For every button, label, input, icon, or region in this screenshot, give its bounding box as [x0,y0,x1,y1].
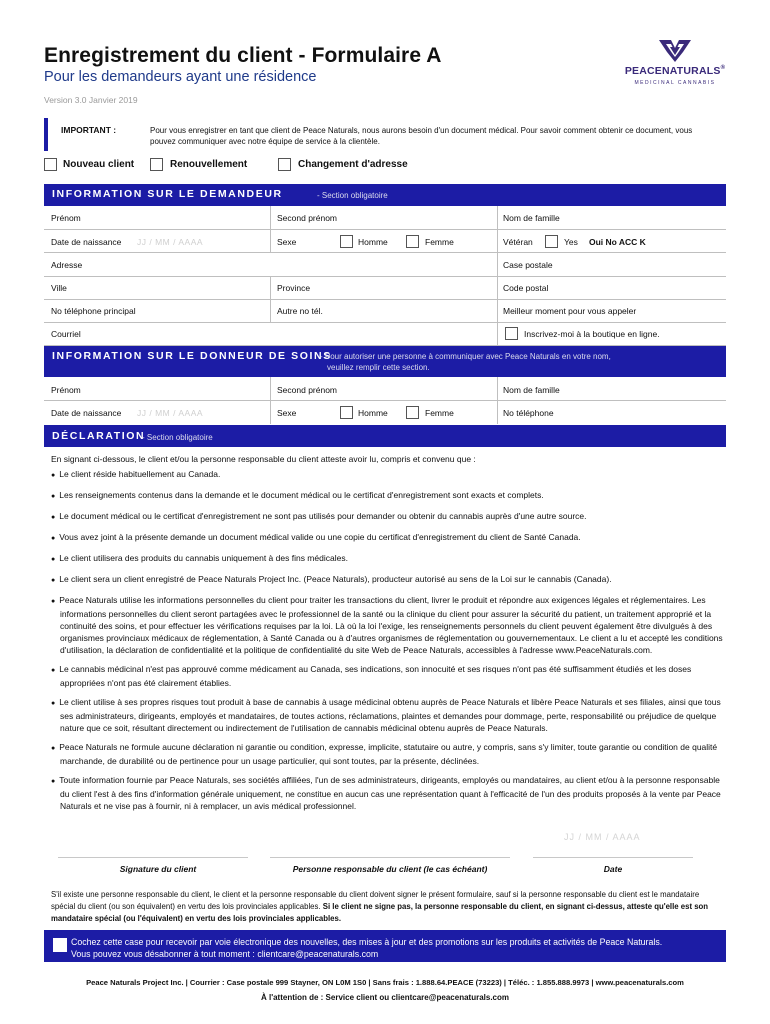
male-checkbox[interactable] [340,235,353,248]
first-name-field[interactable]: Prénom [51,213,81,223]
declaration-item: ● Peace Naturals ne formule aucune déclaration ni garantie ou condition, expresse, implicite, statutaire ou autre, y compris, sans s'y limiter, toute garantie ou condition de qualité marchande, de durabilité ou de pertinence pour un usage particulier, qui sont toutes, par la présente, déclinées. [51,741,723,767]
caregiver-first-name-field[interactable]: Prénom [51,385,81,395]
caregiver-female-label: Femme [425,408,454,418]
important-text: Pour vous enregistrer en tant que client de Peace Naturals, nous aurons besoin d'un document médical. Pour savoir comment obtenir ce document, vous pouvez communiquer avec notre équipe de service à la clientèle. [150,126,693,146]
newsletter-optin-text [71,936,662,960]
female-checkbox[interactable] [406,235,419,248]
client-signature-label: Signature du client [119,864,197,874]
declaration-intro: En signant ci-dessous, le client et/ou la personne responsable du client atteste avoir lu, compris et convenu que : [51,454,476,464]
address-change-checkbox[interactable] [278,158,291,171]
optin-line-2: Vous pouvez vous désabonner à tout moment : clientcare@peacenaturals.com [71,949,379,959]
caregiver-sex-label: Sexe [277,408,297,418]
declaration-item: ● Le cannabis médicinal n'est pas approuvé comme médicament au Canada, ses indications, son innocuité et ses risques n'ont pas été suffisamment étudiés et les doses appropriées n'ont pas été clairement établies. [51,663,723,689]
caregiver-section-title: INFORMATION SUR LE DONNEUR DE SOINS [52,350,332,362]
important-accent-bar [44,118,48,151]
province-field[interactable]: Province [277,283,311,293]
responsible-signature-label: Personne responsable du client (le cas échéant) [292,864,488,874]
sex-label: Sexe [277,237,297,247]
peace-naturals-logo [622,38,728,90]
col-divider [270,276,271,323]
city-field[interactable]: Ville [51,283,67,293]
col-divider [497,377,498,424]
caregiver-birth-date-placeholder: JJ / MM / AAAA [137,408,204,418]
date-signature-line[interactable] [533,857,693,858]
caregiver-middle-name-field[interactable]: Second prénom [277,385,338,395]
row-divider [44,252,726,253]
renewal-label: Renouvellement [170,159,248,170]
declaration-item: ● Le client réside habituellement au Canada. [51,468,723,482]
declaration-item: ● Le document médical ou le certificat d'enregistrement ne sont pas utilisés pour demander ou obtenir du cannabis auprès d'une autre source. [51,510,723,524]
client-signature-line[interactable] [58,857,248,858]
footer-contact: Peace Naturals Project Inc. | Courrier : Case postale 999 Stayner, ON L0M 1S0 | Sans frais : 1.888.64.PEACE (73223) | Téléc. : 1.855.888.9973 | www.peacenaturals.com [86,978,684,987]
declaration-section-title: DÉCLARATION [52,430,146,442]
butterfly-icon [657,38,693,64]
birth-date-placeholder: JJ / MM / AAAA [137,237,204,247]
row-divider [44,400,726,401]
responsible-signature-line[interactable] [270,857,510,858]
birth-date-field[interactable]: Date de naissance [51,237,122,247]
best-time-field[interactable]: Meilleur moment pour vous appeler [503,306,637,316]
other-phone-field[interactable]: Autre no tél. [277,306,323,316]
postal-code-field[interactable]: Code postal [503,283,549,293]
veteran-acc-field[interactable]: Oui No ACC K [589,237,646,247]
caregiver-female-checkbox[interactable] [406,406,419,419]
new-client-label: Nouveau client [63,159,135,170]
male-label: Homme [358,237,388,247]
main-phone-field[interactable]: No téléphone principal [51,306,136,316]
female-label: Femme [425,237,454,247]
declaration-item: ● Le client sera un client enregistré de Peace Naturals Project Inc. (Peace Naturals), producteur autorisé au sens de la Loi sur le cannabis (Canada). [51,573,723,587]
newsletter-optin-checkbox[interactable] [53,938,67,952]
caregiver-section-note: - Pour autoriser une personne à communiquer avec Peace Naturals en votre nom, [320,352,611,361]
col-divider [497,206,498,346]
address-field[interactable]: Adresse [51,260,83,270]
declaration-list [51,468,723,819]
declaration-section-note: - Section obligatoire [142,433,213,442]
middle-name-field[interactable]: Second prénom [277,213,338,223]
caregiver-male-checkbox[interactable] [340,406,353,419]
declaration-item: ● Peace Naturals utilise les informations personnelles du client pour traiter les transactions du client, livrer le produit et répondre aux exigences légales et réglementaires. Les informations personnelles du client seront partagées avec le professionnel de la santé ou la clinique du client pour assurer la sécurité du patient, un traitement approprié et la continuité des soins, et pour effectuer les vérifications requises par la loi. Là où la loi l'exige, les renseignements personnels du client peuvent également être divulgués à des organismes provinciaux médicaux de réglementation, à Santé Canada ou à d'autres organismes de réglementation ou gouvernementaux. Le client a lu et accepté les conditions d'utilisation, la déclaration de confidentialité et la politique de confidentialité du site Web de Peace Naturals, accessibles à l'adresse www.PeaceNaturals.com. [51,594,723,656]
col-divider [270,206,271,253]
caregiver-section-note-2: veuillez remplir cette section. [327,363,430,372]
signature-date-placeholder: JJ / MM / AAAA [564,832,641,842]
veteran-yes-checkbox[interactable] [545,235,558,248]
shop-signup-checkbox[interactable] [505,327,518,340]
optin-line-1: Cochez cette case pour recevoir par voie électronique des nouvelles, des mises à jour et des promotions sur les produits et activités de Peace Naturals. [71,937,663,947]
date-signature-label: Date [603,864,623,874]
row-divider [44,299,726,300]
form-title: Enregistrement du client - Formulaire A [44,44,442,67]
form-version: Version 3.0 Janvier 2019 [44,95,138,105]
applicant-section-title: INFORMATION SUR LE DEMANDEUR [52,188,283,200]
shop-signup-label: Inscrivez-moi à la boutique en ligne. [524,329,660,339]
last-name-field[interactable]: Nom de famille [503,213,560,223]
declaration-item: ● Le client utilisera des produits du cannabis uniquement à des fins médicales. [51,552,723,566]
important-label: IMPORTANT : [61,125,117,135]
email-field[interactable]: Courriel [51,329,81,339]
footer-attention: À l'attention de : Service client ou clientcare@peacenaturals.com [260,993,509,1002]
caregiver-last-name-field[interactable]: Nom de famille [503,385,560,395]
declaration-item: ● Vous avez joint à la présente demande un document médical valide ou une copie du certificat d'enregistrement du client de Santé Canada. [51,531,723,545]
applicant-section-note: - Section obligatoire [317,191,388,200]
applicant-section-header [44,184,726,206]
declaration-section-header [44,425,726,447]
form-subtitle: Pour les demandeurs ayant une résidence [44,69,317,85]
postal-box-field[interactable]: Case postale [503,260,553,270]
new-client-checkbox[interactable] [44,158,57,171]
caregiver-birth-date-field[interactable]: Date de naissance [51,408,122,418]
address-change-label: Changement d'adresse [298,159,408,170]
caregiver-section-header [44,346,726,377]
col-divider [270,377,271,424]
row-divider [44,322,726,323]
declaration-item: ● Le client utilise à ses propres risques tout produit à base de cannabis à usage médicinal obtenu auprès de Peace Naturals et libère Peace Naturals et ses filiales, ainsi que tous ses administrateurs, dirigeants, employés et mandataires, de toutes actions, réclamations, plaintes et demandes pour dommage, perte, responsabilité ou préjudice de quelque nature que ce soit, résultant directement ou indirectement de l'utilisation de cannabis médicinal obtenu auprès de Peace Naturals. [51,696,723,734]
logo-wordmark: PEACENATURALS® [624,65,726,77]
declaration-item: ● Toute information fournie par Peace Naturals, ses sociétés affiliées, l'un de ses administrateurs, dirigeants, employés ou mandataires, au client et/ou à la personne responsable du client l'est à des fins d'information générale uniquement, ne constitue en aucun cas une représentation quant à l'efficacité de l'un des produits proposés à la vente par Peace Naturals et ne vise pas à fournir, ni à remplacer, un avis médical professionnel. [51,774,723,812]
caregiver-male-label: Homme [358,408,388,418]
row-divider [44,276,726,277]
row-divider [44,229,726,230]
newsletter-optin-box [44,930,726,962]
renewal-checkbox[interactable] [150,158,163,171]
logo-tagline: MEDICINAL CANNABIS [634,80,716,86]
caregiver-phone-field[interactable]: No téléphone [503,408,554,418]
declaration-item: ● Les renseignements contenus dans la demande et le document médical ou le certificat d'enregistrement sont exacts et complets. [51,489,723,503]
responsible-note: S'il existe une personne responsable du client, le client et la personne responsable du client doivent signer le présent formulaire, sauf si la personne responsable du client est le mandataire spécial du client (ou son équivalent) en vertu des lois provinciales applicables. Si le client ne signe pas, la personne responsable du client, en signant ci-dessus, atteste qu'elle est son mandataire spécial (ou l'équivalent) en vertu des lois provinciales applicables. [51,890,709,923]
veteran-label: Vétéran [503,237,533,247]
veteran-yes-label: Yes [564,237,578,247]
